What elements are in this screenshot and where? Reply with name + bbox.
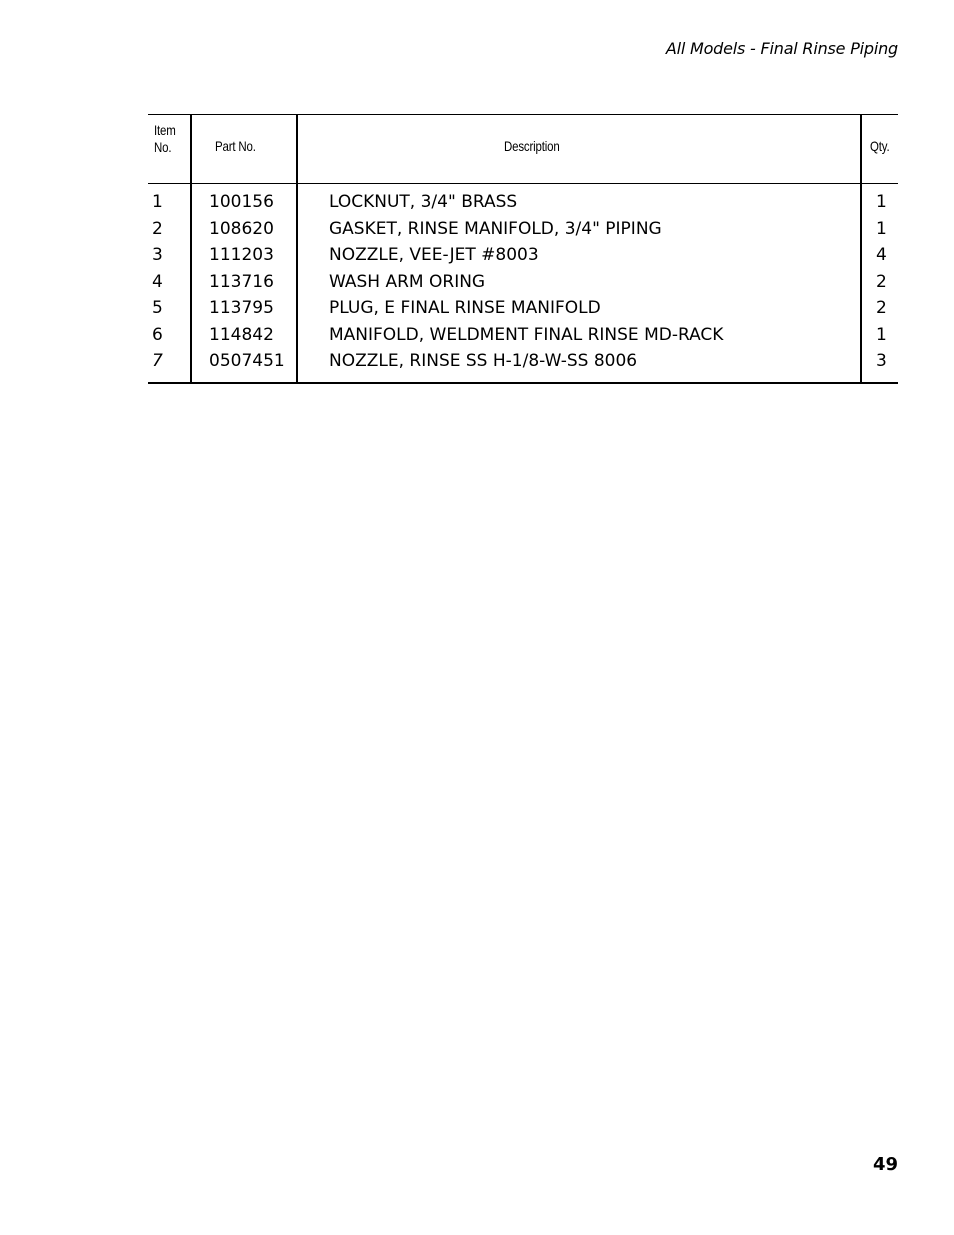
table-row [148, 218, 898, 245]
quantity: 3 [876, 351, 887, 371]
part-description: MANIFOLD, WELDMENT FINAL RINSE MD-RACK [329, 324, 724, 345]
part-number: 100156 [209, 192, 274, 212]
table-header-rule [148, 183, 898, 184]
quantity: 2 [876, 298, 887, 318]
part-description: GASKET, RINSE MANIFOLD, 3/4" PIPING [329, 218, 662, 239]
table-body [148, 191, 898, 377]
part-description: PLUG, E FINAL RINSE MANIFOLD [329, 298, 601, 318]
table-bottom-rule [148, 382, 898, 384]
quantity: 4 [876, 245, 887, 265]
column-header-description: Description [504, 138, 560, 154]
part-number: 113795 [209, 298, 274, 318]
item-number: 1 [152, 192, 163, 212]
part-number: 0507451 [209, 351, 285, 371]
table-row [148, 271, 898, 298]
quantity: 1 [876, 324, 887, 345]
part-description: WASH ARM ORING [329, 271, 486, 292]
item-number: 2 [152, 218, 163, 239]
part-number: 111203 [209, 245, 274, 265]
quantity: 1 [876, 218, 887, 239]
column-header-qty: Qty. [870, 138, 890, 154]
table-row [148, 244, 898, 271]
table-row [148, 324, 898, 351]
table-row [148, 191, 898, 218]
item-number: 4 [152, 271, 163, 292]
item-number: 6 [152, 324, 163, 345]
part-number: 113716 [209, 271, 274, 292]
item-number: 3 [152, 245, 163, 265]
part-number: 114842 [209, 324, 274, 345]
quantity: 2 [876, 271, 887, 292]
table-top-rule [148, 114, 898, 115]
part-description: NOZZLE, RINSE SS H-1/8-W-SS 8006 [329, 351, 638, 371]
item-number: 5 [152, 298, 163, 318]
part-description: NOZZLE, VEE-JET #8003 [329, 245, 539, 265]
page-header-title: All Models - Final Rinse Piping [665, 39, 898, 58]
page-number: 49 [872, 1154, 898, 1175]
parts-table [148, 114, 898, 384]
column-header-part-no: Part No. [215, 138, 256, 154]
table-row [148, 297, 898, 324]
column-header-item-no: Item No. [154, 122, 176, 155]
quantity: 1 [876, 192, 887, 212]
part-description: LOCKNUT, 3/4" BRASS [329, 192, 518, 212]
item-number: 7 [152, 351, 163, 371]
table-row [148, 350, 898, 377]
part-number: 108620 [209, 218, 274, 239]
